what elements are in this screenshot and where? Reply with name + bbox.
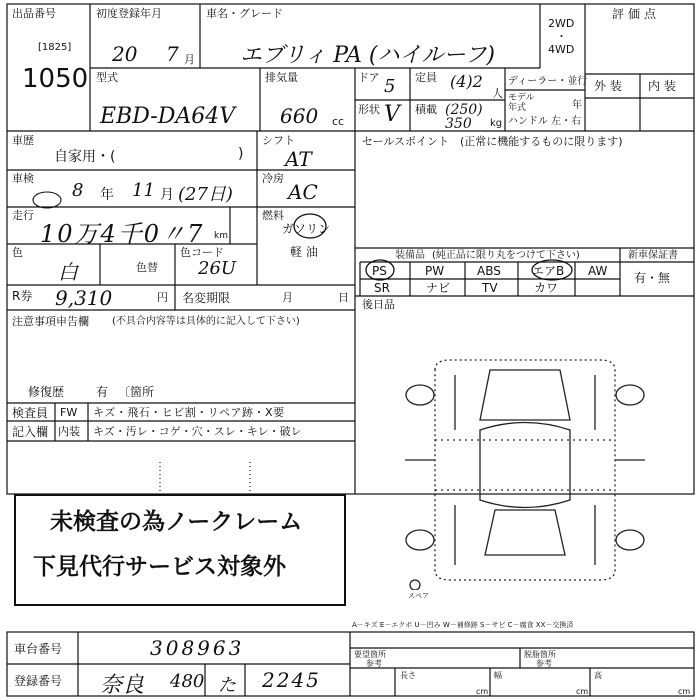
- capacity-value: (4)2: [450, 72, 483, 91]
- reg-kana: た: [218, 675, 236, 696]
- usage-close: ): [238, 146, 244, 162]
- disp-label: 排気量: [265, 71, 298, 84]
- equip-sr[interactable]: SR: [374, 281, 390, 295]
- chassis-value: 308963: [150, 636, 245, 660]
- model-value: EBD-DA64V: [100, 104, 236, 129]
- notes-hint: (不具合内容等は具体的に記入して下さい): [112, 316, 300, 327]
- repair-label: 修復歴: [28, 385, 65, 399]
- fuel-diesel[interactable]: 軽 油: [290, 245, 318, 259]
- reg-label: 登録番号: [14, 674, 63, 688]
- repair-value[interactable]: 有: [96, 385, 109, 399]
- mileage-value: 10万4千0〃7: [40, 220, 205, 248]
- length-label: 長さ: [400, 671, 416, 680]
- fuel-gas[interactable]: ガソリン: [282, 222, 331, 236]
- first-reg-label: 初度登録年月: [96, 7, 162, 20]
- chassis-label: 車台番号: [14, 642, 63, 656]
- sales-point-hint: (正常に機能するものに限ります): [460, 135, 623, 148]
- doors-label: ドア: [358, 71, 380, 84]
- claim-line1: 未検査の為ノークレーム: [50, 509, 303, 535]
- equipment-hint: (純正品に限り丸をつけて下さい): [432, 250, 580, 261]
- load-unit: kg: [490, 118, 503, 129]
- seat-label: 後日品: [362, 298, 395, 311]
- name-change-month: 月: [282, 291, 293, 304]
- month-unit: 月: [184, 53, 195, 66]
- cm-2: cm: [576, 687, 589, 696]
- height-label: 高: [594, 671, 602, 680]
- spare-label: スペア: [408, 592, 429, 600]
- equip-leather[interactable]: カワ: [534, 281, 559, 295]
- equipment-label: 装備品: [395, 250, 425, 261]
- rating-label: 評価点: [612, 7, 661, 21]
- color-label: 色: [12, 246, 23, 259]
- equip-airbag[interactable]: エアB: [532, 264, 565, 278]
- car-damage-diagram[interactable]: [395, 340, 655, 590]
- reg-num: 2245: [262, 668, 321, 692]
- shape-value: V: [384, 102, 400, 127]
- insp-month-unit: 月: [160, 187, 174, 203]
- equip-tv[interactable]: TV: [482, 281, 498, 295]
- load-label: 積載: [415, 103, 437, 116]
- new-manual-label: 新車保証書: [628, 250, 678, 261]
- first-reg-year: 20: [112, 42, 138, 66]
- shift-label: シフト: [262, 134, 295, 147]
- mileage-label: 走行: [12, 209, 34, 222]
- int-items: キズ・汚レ・コゲ・穴・スレ・キレ・破レ: [93, 425, 302, 438]
- equip-pw[interactable]: PW: [425, 264, 445, 278]
- new-manual-value[interactable]: 有・無: [634, 271, 671, 285]
- name-label: 車名・グレード: [206, 7, 283, 20]
- reference-label: 参考: [366, 659, 382, 668]
- handle-label: ハンドル 左・右: [508, 116, 582, 127]
- notes-label: 注意事項申告欄: [12, 315, 89, 328]
- damage-legend: A－キズ E－エクボ U－凹み W－補修跡 S－サビ C－腐食 XX－交換済: [352, 621, 574, 629]
- exterior-label: 外 装: [594, 79, 622, 93]
- doors-value: 5: [384, 76, 396, 97]
- fw-label: FW: [60, 406, 78, 419]
- equip-aw[interactable]: AW: [588, 264, 608, 278]
- int-label: 内装: [58, 425, 80, 438]
- model-label: 型式: [96, 71, 118, 84]
- lot-label: 出品番号: [12, 7, 56, 20]
- name-change-label: 名変期限: [182, 291, 231, 305]
- year-unit: 年: [572, 100, 582, 111]
- reg-area: 奈良: [100, 673, 145, 698]
- repair-place: 〔箇所: [118, 385, 155, 399]
- insp-month: 11: [132, 180, 155, 201]
- request-label2: 脱脂箇所: [524, 650, 556, 659]
- usage-label: 車歴: [12, 134, 34, 147]
- insp-day: (27日): [178, 184, 233, 205]
- drive-4wd[interactable]: 4WD: [548, 43, 575, 56]
- fw-items: キズ・飛石・ヒビ割・リペア跡・X要: [93, 406, 285, 419]
- shape-label: 形状: [358, 103, 380, 116]
- mileage-unit: km: [214, 231, 228, 241]
- ac-label: 冷房: [262, 172, 284, 185]
- color-change-label: 色替: [136, 261, 158, 274]
- capacity-unit: 人: [492, 87, 503, 100]
- insp-year-unit: 年: [100, 187, 114, 203]
- interior-label: 内 装: [648, 79, 676, 93]
- name-change-day: 日: [338, 291, 349, 304]
- color-code-value: 26U: [198, 258, 237, 279]
- sales-point-label: セールスポイント: [362, 135, 450, 148]
- equip-navi[interactable]: ナビ: [426, 281, 451, 295]
- cm-1: cm: [476, 687, 489, 696]
- lot-number: 1050: [22, 64, 89, 94]
- insp-year: 8: [72, 180, 84, 201]
- disp-value: 660: [280, 104, 319, 128]
- claim-line2: 下見代行サービス対象外: [33, 554, 286, 580]
- fuel-label: 燃料: [262, 209, 284, 222]
- model-year-label1: モデル: [508, 93, 535, 103]
- color-code-label: 色コード: [180, 246, 224, 259]
- shift-value: AT: [285, 147, 312, 171]
- reference-label2: 参考: [536, 659, 552, 668]
- model-year-label2: 年式: [508, 103, 527, 113]
- request-label: 要望箇所: [354, 650, 386, 659]
- width-label: 幅: [494, 671, 502, 680]
- recycle-value: 9,310: [55, 286, 113, 310]
- disp-unit: cc: [332, 115, 345, 128]
- load-value: (250) 350: [445, 102, 483, 132]
- recycle-label: R券: [12, 289, 33, 303]
- usage-value: 自家用・(: [54, 149, 116, 165]
- name-value: エブリィ PA (ハイルーフ): [240, 43, 495, 68]
- ac-value: AC: [288, 180, 318, 204]
- entry-label: 記入欄: [12, 425, 49, 439]
- equip-ps[interactable]: PS: [372, 264, 387, 278]
- first-reg-month: 7: [166, 42, 179, 66]
- dealer-label: ディーラー・並行: [508, 76, 588, 87]
- drive-dot: ・: [556, 30, 567, 43]
- equip-abs[interactable]: ABS: [477, 264, 501, 278]
- inspection-label: 車検: [12, 172, 34, 185]
- inspector-label: 検査員: [12, 406, 49, 420]
- lot-small: [1825]: [38, 42, 72, 53]
- yen-unit: 円: [157, 291, 168, 304]
- capacity-label: 定員: [415, 71, 437, 84]
- cm-3: cm: [678, 687, 691, 696]
- color-value: 白: [58, 260, 78, 284]
- drive-2wd[interactable]: 2WD: [548, 17, 575, 30]
- reg-class: 480: [170, 671, 205, 692]
